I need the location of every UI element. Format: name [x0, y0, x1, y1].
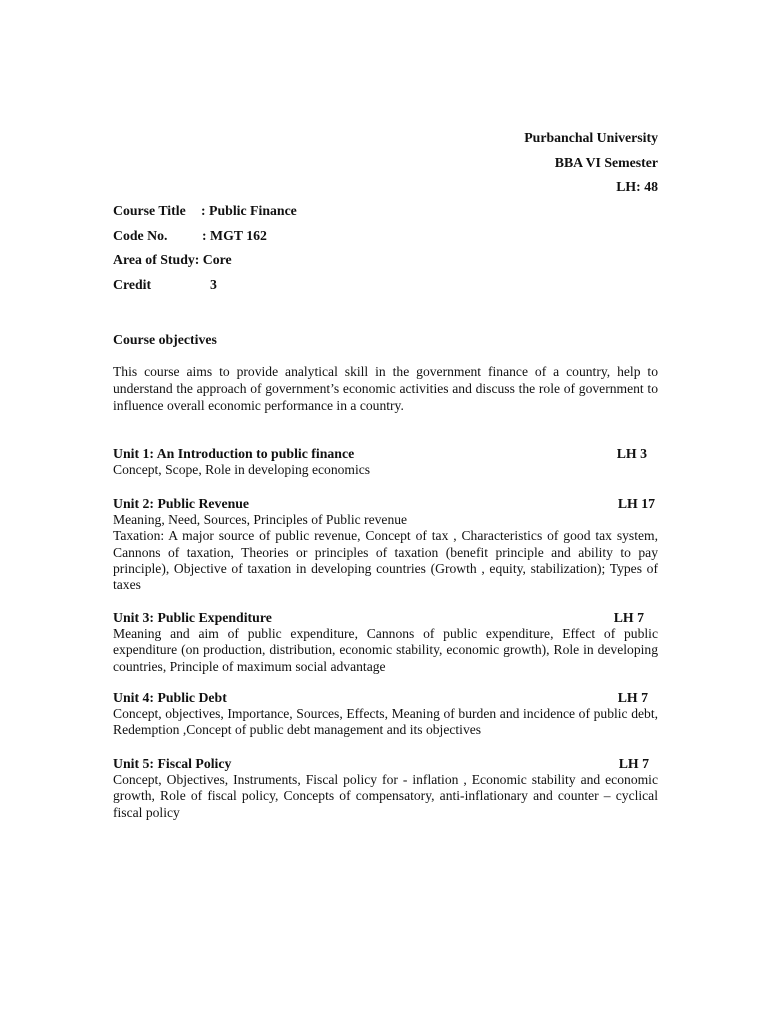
- unit-content: Concept, objectives, Importance, Sources, Effects, Meaning of burden and incidence of public debt, Redemption ,Concept of public debt management and its objectives: [113, 706, 658, 738]
- unit-lecture-hours: LH 7: [617, 690, 648, 705]
- unit-title: Unit 4: Public Debt: [113, 690, 227, 705]
- unit-2: [113, 495, 658, 593]
- unit-lecture-hours: LH 7: [618, 756, 649, 771]
- unit-4: [113, 689, 658, 739]
- credit-row: [113, 273, 297, 298]
- area-value: Core: [199, 252, 232, 267]
- unit-content: Concept, Objectives, Instruments, Fiscal policy for - inflation , Economic stability and economic growth, Role of fiscal policy, Concepts of compensatory, anti-inflationary and counter – cyclical fiscal policy: [113, 772, 658, 820]
- area-row: [113, 248, 297, 273]
- unit-title: Unit 5: Fiscal Policy: [113, 756, 232, 771]
- unit-header: [113, 755, 658, 772]
- objectives-text: This course aims to provide analytical skill in the government finance of a country, help to understand the approach of government’s economic activities and discuss the role of government to influence overall economic performance in a country.: [113, 364, 658, 413]
- course-info: [113, 199, 297, 297]
- unit-5: [113, 755, 658, 821]
- objectives-heading: Course objectives: [113, 332, 217, 347]
- unit-header: [113, 609, 658, 626]
- university-name: Purbanchal University: [524, 130, 658, 145]
- total-lecture-hours: LH: 48: [616, 179, 658, 194]
- unit-content: Meaning, Need, Sources, Principles of Public revenue: [113, 512, 408, 527]
- syllabus-page: [113, 0, 658, 1024]
- course-title-label: Course Title: [113, 203, 186, 218]
- unit-lecture-hours: LH 7: [613, 610, 644, 625]
- code-row: [113, 224, 297, 249]
- unit-header: [113, 689, 658, 706]
- credit-label: Credit: [113, 276, 152, 292]
- unit-1: [113, 445, 658, 478]
- unit-title: Unit 2: Public Revenue: [113, 496, 250, 511]
- unit-3: [113, 609, 658, 675]
- course-title-row: [113, 199, 297, 224]
- document-header: [524, 126, 658, 200]
- unit-content: Meaning and aim of public expenditure, Cannons of public expenditure, Effect of public expenditure (on production, distribution, economic stability, economic growth), Role in developing countries, Principle of maximum social advantage: [113, 626, 658, 674]
- unit-content: Concept, Scope, Role in developing economics: [113, 462, 371, 477]
- unit-title: Unit 3: Public Expenditure: [113, 610, 272, 625]
- code-label: Code No.: [113, 227, 168, 243]
- code-value: : MGT 162: [202, 227, 267, 243]
- unit-lecture-hours: LH 3: [616, 446, 647, 461]
- course-title-value: : Public Finance: [201, 203, 297, 218]
- unit-lecture-hours: LH 17: [617, 496, 655, 511]
- unit-content: Taxation: A major source of public revenue, Concept of tax , Characteristics of good tax system, Cannons of taxation, Theories or principles of taxation (benefit principle and ability to pay principle), Objective of taxation in developing countries (Growth , equity, stabilization); Types of taxes: [113, 528, 658, 593]
- unit-header: [113, 495, 658, 512]
- area-label: Area of Study:: [113, 252, 200, 267]
- unit-header: [113, 445, 658, 462]
- program-semester: BBA VI Semester: [554, 154, 658, 170]
- credit-value: 3: [210, 276, 217, 292]
- unit-title: Unit 1: An Introduction to public finance: [113, 446, 355, 461]
